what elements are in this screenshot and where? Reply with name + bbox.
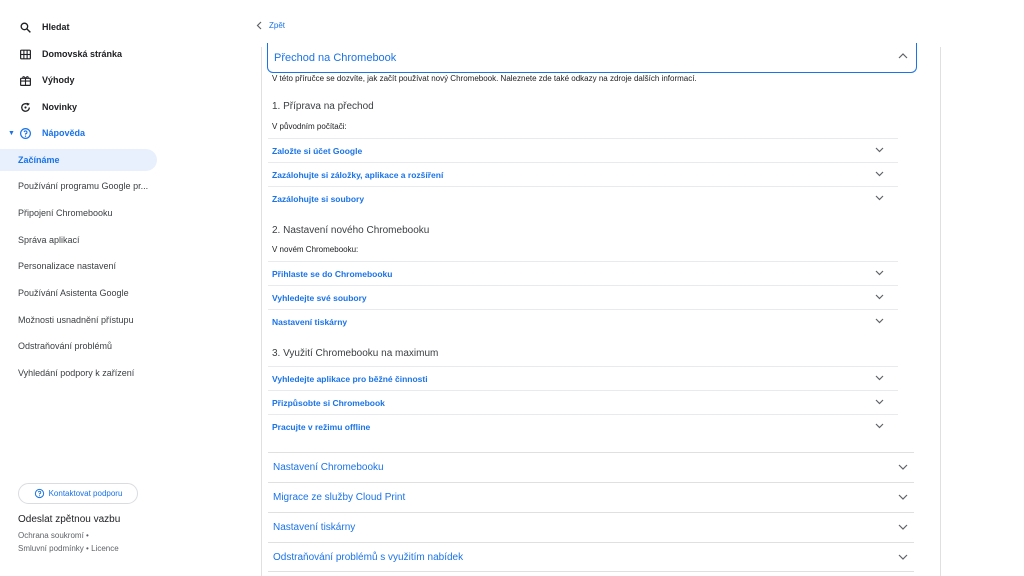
accordion-item[interactable]: [268, 309, 898, 333]
expand-arrow-icon[interactable]: ▼: [8, 129, 15, 137]
privacy-link[interactable]: Ochrana soukromí: [18, 531, 84, 540]
search-icon: [19, 21, 32, 34]
nav-item-label: Domovská stránka: [42, 49, 123, 59]
refresh-icon: [19, 101, 32, 114]
sidebar: [0, 0, 170, 576]
section-title: 2. Nastavení nového Chromebooku: [272, 225, 430, 236]
chevron-down-icon: [875, 423, 884, 429]
nav-item-label: Nápověda: [42, 128, 86, 138]
sidebar-item-using-programs[interactable]: Používání programu Google pr...: [18, 181, 149, 191]
chevron-down-icon: [875, 318, 884, 324]
back-label: Zpět: [269, 21, 286, 30]
chevron-down-icon: [875, 270, 884, 276]
separator: •: [86, 531, 89, 540]
chevron-down-icon: [875, 147, 884, 153]
accordion-header-troubleshooting-menus[interactable]: [268, 542, 914, 572]
contact-support-button[interactable]: [18, 483, 138, 504]
accordion-item[interactable]: [268, 390, 898, 414]
footer-links: [18, 529, 148, 555]
contact-support-label: Kontaktovat podporu: [48, 489, 123, 498]
chevron-down-icon: [875, 399, 884, 405]
content-divider: [940, 47, 941, 576]
nav-item-label: Výhody: [42, 75, 75, 85]
accordion-item-label: Zazálohujte si záložky, aplikace a rozšíření: [272, 169, 444, 180]
accordion-item[interactable]: [268, 162, 898, 186]
home-grid-icon: [19, 48, 32, 61]
sidebar-item-device-support[interactable]: Vyhledání podpory k zařízení: [18, 368, 135, 378]
accordion-header-chromebook-settings[interactable]: [268, 452, 914, 482]
chevron-down-icon: [875, 195, 884, 201]
accordion-title: Nastavení Chromebooku: [273, 462, 384, 473]
section-title: 1. Příprava na přechod: [272, 101, 374, 112]
terms-link[interactable]: Smluvní podmínky: [18, 544, 84, 553]
sidebar-item-connecting[interactable]: Připojení Chromebooku: [18, 208, 113, 218]
accordion-item-label: Založte si účet Google: [272, 145, 363, 156]
help-circle-icon: [19, 127, 32, 140]
accordion-item[interactable]: [268, 138, 898, 162]
nav-item-home[interactable]: [0, 42, 170, 66]
chevron-down-icon: [898, 494, 908, 500]
nav-item-help[interactable]: [0, 121, 170, 145]
back-link[interactable]: [256, 21, 285, 30]
accordion-title: Odstraňování problémů s využitím nabídek: [273, 552, 464, 563]
section-subtitle: V původním počítači:: [272, 122, 347, 131]
chevron-down-icon: [875, 294, 884, 300]
chevron-down-icon: [875, 171, 884, 177]
accordion-header-cloud-print[interactable]: [268, 482, 914, 512]
send-feedback-link[interactable]: Odeslat zpětnou vazbu: [18, 514, 121, 525]
accordion-item-label: Zazálohujte si soubory: [272, 193, 365, 204]
accordion-title: Nastavení tiskárny: [273, 522, 356, 533]
sidebar-item-getting-started[interactable]: Začínáme: [0, 149, 157, 171]
accordion-title: Přechod na Chromebook: [274, 51, 397, 64]
accordion-item[interactable]: [268, 366, 898, 390]
nav-item-search[interactable]: [0, 15, 170, 39]
chevron-down-icon: [898, 464, 908, 470]
accordion-item-label: Vyhledejte aplikace pro běžné činnosti: [272, 373, 428, 384]
accordion-item-label: Vyhledejte své soubory: [272, 292, 367, 303]
accordion-item-label: Přizpůsobte si Chromebook: [272, 397, 385, 408]
content-divider: [261, 47, 262, 576]
section-title: 3. Využití Chromebooku na maximum: [272, 348, 439, 359]
chevron-down-icon: [875, 375, 884, 381]
separator: •: [86, 544, 89, 553]
license-link[interactable]: Licence: [91, 544, 119, 553]
accordion-item[interactable]: [268, 186, 898, 210]
sidebar-item-accessibility[interactable]: Možnosti usnadnění přístupu: [18, 315, 134, 325]
chevron-left-icon: [256, 21, 262, 30]
nav-item-label: Hledat: [42, 22, 70, 32]
accordion-item-label: Nastavení tiskárny: [272, 316, 348, 327]
nav-item-benefits[interactable]: [0, 68, 170, 92]
sidebar-item-troubleshooting[interactable]: Odstraňování problémů: [18, 341, 113, 351]
accordion-item[interactable]: [268, 414, 898, 438]
accordion-item-label: Pracujte v režimu offline: [272, 421, 371, 432]
sidebar-item-personalize[interactable]: Personalizace nastavení: [18, 261, 117, 271]
chevron-down-icon: [898, 554, 908, 560]
help-circle-icon: [34, 488, 45, 499]
chevron-down-icon: [898, 524, 908, 530]
sidebar-item-apps[interactable]: Správa aplikací: [18, 235, 80, 245]
intro-text: V této příručce se dozvíte, jak začít používat nový Chromebook. Naleznete zde také odkazy na zdroje dalších informací.: [272, 74, 697, 83]
sidebar-item-assistant[interactable]: Používání Asistenta Google: [18, 288, 129, 298]
content-divider: [268, 571, 914, 572]
section-subtitle: V novém Chromebooku:: [272, 245, 359, 254]
accordion-item-label: Přihlaste se do Chromebooku: [272, 268, 393, 279]
nav-item-label: Novinky: [42, 102, 78, 112]
chevron-up-icon: [898, 53, 908, 59]
gift-icon: [19, 74, 32, 87]
accordion-header-transition[interactable]: [267, 43, 917, 73]
accordion-header-printer-settings[interactable]: [268, 512, 914, 542]
accordion-title: Migrace ze služby Cloud Print: [273, 492, 406, 503]
accordion-item[interactable]: [268, 285, 898, 309]
accordion-item[interactable]: [268, 261, 898, 285]
nav-item-news[interactable]: [0, 95, 170, 119]
